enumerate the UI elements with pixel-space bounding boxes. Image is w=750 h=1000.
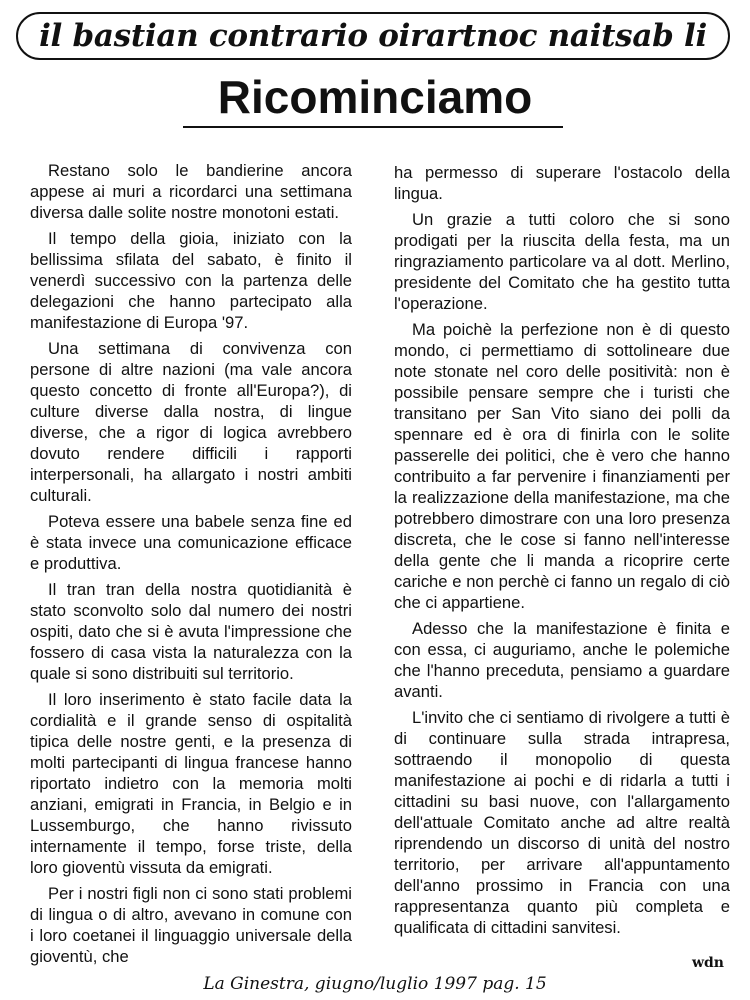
- column-banner: il bastian contrario oirartnoc naitsab li: [16, 12, 730, 60]
- paragraph: Poteva essere una babele senza fine ed è stata invece una comunicazione efficace e produttiva.: [30, 512, 352, 573]
- paragraph: Il tempo della gioia, iniziato con la bellissima sfilata del sabato, è finito il venerdì successivo con la partenza delle delegazioni che hanno partecipato alla manifestazione di Europa '97.: [30, 229, 352, 332]
- article-headline: Ricominciamo: [217, 71, 533, 123]
- paragraph: Il loro inserimento è stato facile data la cordialità e il grande senso di ospitalità tipica delle nostre genti, e la presenza di molti partecipanti di lingua francese hanno riportato indietro con la memoria molti anziani, emigrati in Francia, in Belgio e in Lussemburgo, che hanno rivissuto internamente il tempo, forse triste, della loro gioventù vissuta da emigrati.: [30, 690, 352, 877]
- paragraph: Una settimana di convivenza con persone di altre nazioni (ma vale ancora questo concetto di fronte all'Europa?), di culture diverse dalla nostra, di lingue diverse, che a rigor di logica avrebbero dovuto rendere difficili i rapporti interpersonali, ha allargato i nostri ambiti culturali.: [30, 339, 352, 505]
- article-column-right: [394, 162, 730, 958]
- paragraph: Un grazie a tutti coloro che si sono prodigati per la riuscita della festa, ma un ringraziamento particolare va al dott. Merlino, presidente del Comitato che ha gestito tutta l'operazione.: [394, 210, 730, 313]
- paragraph: Adesso che la manifestazione è finita e con essa, ci auguriamo, anche le polemiche che l'hanno preceduta, pensiamo a guardare avanti.: [394, 619, 730, 701]
- paragraph: Ma poichè la perfezione non è di questo mondo, ci permettiamo di sottolineare due note stonate nel coro delle positività: non è possibile pensare sempre che i turisti che transitano per San Vito siano dei polli da spennare ed è ora di finirla con le solite passerelle dei politici, che è vero che hanno contribuito a far pervenire i finanziamenti per la realizzazione della manifestazione, ma che potrebbero dimostrare con una loro presenza discreta, che le cose si fanno nell'interesse della gente che li manda a ricoprire certe cariche e non perchè ci fanno un regalo di ciò che ci appartiene.: [394, 320, 730, 612]
- paragraph: Per i nostri figli non ci sono stati problemi di lingua o di altro, avevano in comune con i loro coetanei il linguaggio universale della gioventù, che: [30, 884, 352, 966]
- page-footer: La Ginestra, giugno/luglio 1997 pag. 15: [203, 974, 547, 994]
- headline-underline: [183, 126, 563, 128]
- paragraph: Il tran tran della nostra quotidianità è stato sconvolto solo dal numero dei nostri ospiti, dato che si è avuta l'impressione che fossero di casa vista la naturalezza con la quale si sono distribuiti sul territorio.: [30, 580, 352, 683]
- author-signature: wdn: [691, 955, 724, 971]
- paragraph: Restano solo le bandierine ancora appese ai muri a ricordarci una settimana diversa dalle solite nostre monotoni estati.: [30, 161, 352, 222]
- paragraph: L'invito che ci sentiamo di rivolgere a tutti è di continuare sulla strada intrapresa, sottraendo il monopolio di questa manifestazione ai pochi e di ridarla a tutti i cittadini su basi nuove, con l'allargamento dell'attuale Comitato anche ad altre realtà riprendendo un discorso di unità del nostro territorio, per arrivare all'appuntamento dell'anno prossimo in Francia con una rappresentanza quanto più completa e qualificata di cittadini sanvitesi.: [394, 708, 730, 937]
- article-column-left: [30, 160, 352, 966]
- paragraph: ha permesso di superare l'ostacolo della lingua.: [394, 163, 730, 203]
